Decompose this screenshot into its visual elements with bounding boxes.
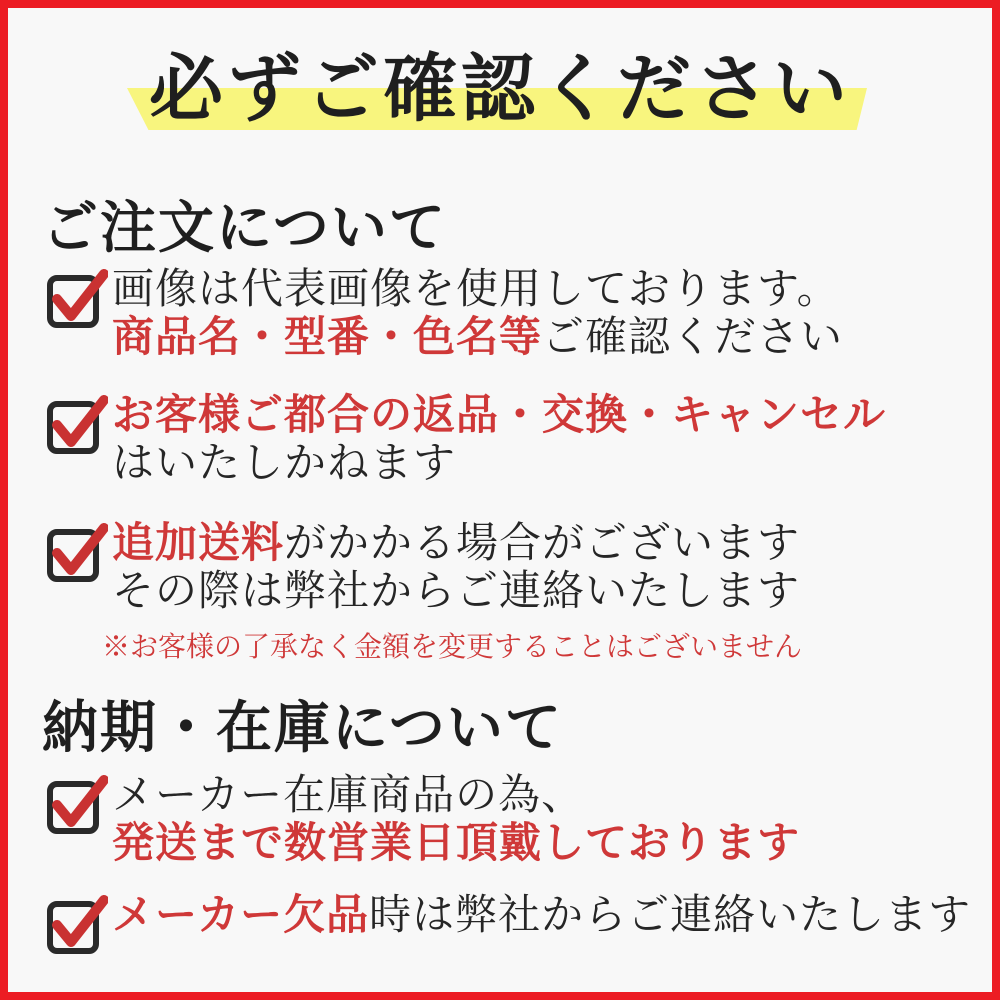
item-text-segment-emphasis: メーカー欠品 <box>112 893 370 939</box>
item-text-segment: ご確認ください <box>542 315 844 361</box>
item-text-segment: 時は弊社からご連絡いたします <box>369 893 972 939</box>
item-text-segment: その際は弊社からご連絡いたします <box>112 569 801 615</box>
item-line <box>112 392 886 440</box>
item-text-segment: 画像は代表画像を使用しております。 <box>112 267 840 313</box>
item-line <box>112 266 843 314</box>
item-line <box>112 892 971 940</box>
checkbox-checked-icon <box>46 267 108 329</box>
item-line <box>112 568 802 616</box>
item-line <box>112 314 843 362</box>
list-item <box>46 892 971 955</box>
item-text <box>112 772 800 868</box>
item-line <box>112 820 800 868</box>
list-item <box>46 520 802 664</box>
item-text <box>112 892 971 940</box>
section-heading-order: ご注文について <box>42 198 447 260</box>
checkbox-checked-icon <box>46 773 108 835</box>
item-text <box>112 392 886 488</box>
item-text <box>112 266 843 362</box>
item-note: ※お客様の了承なく金額を変更することはございません <box>102 632 803 663</box>
list-item <box>46 392 886 488</box>
item-text-segment-emphasis: お客様ご都合の返品・交換・キャンセル <box>112 393 887 439</box>
checkbox-checked-icon <box>46 393 108 455</box>
item-text-segment-emphasis: 追加送料 <box>112 521 285 567</box>
checkbox-checked-icon <box>46 521 108 583</box>
item-line <box>112 772 800 820</box>
item-text-segment: メーカー在庫商品の為、 <box>112 773 585 819</box>
item-line <box>112 440 886 488</box>
list-item <box>46 772 800 868</box>
item-text <box>102 520 803 664</box>
page-title: 必ずご確認ください <box>149 49 851 131</box>
item-text-segment: がかかる場合がございます <box>284 521 801 567</box>
item-text-segment-emphasis: 商品名・型番・色名等 <box>112 315 543 361</box>
list-item <box>46 266 843 362</box>
section-heading-delivery-stock: 納期・在庫について <box>42 698 563 760</box>
item-text-segment: はいたしかねます <box>112 441 457 487</box>
checkbox-checked-icon <box>46 893 108 955</box>
item-line <box>112 520 802 568</box>
item-text-segment-emphasis: 発送まで数営業日頂戴しております <box>112 821 801 867</box>
